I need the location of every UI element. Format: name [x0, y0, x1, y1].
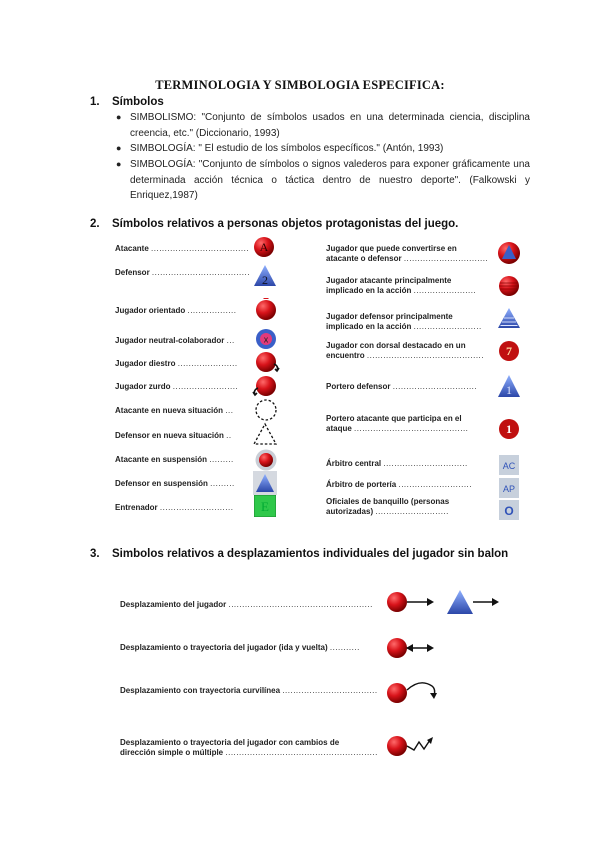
section-2-heading	[90, 218, 458, 230]
section-title: Símbolos	[112, 96, 164, 108]
bullet-item: ● SIMBOLISMO: "Conjunto de símbolos usados en una determinada ciencia, disciplina creencia, etc." (Diccionario, 1993)	[116, 112, 530, 139]
bullet-dot-icon: ●	[116, 159, 122, 169]
symbol-label: Defensor en nueva situación ..	[115, 431, 232, 440]
symbol-label: Jugador diestro ......................	[115, 359, 238, 368]
goal-referee-icon	[499, 478, 519, 498]
highlighted-player-icon	[498, 340, 520, 362]
main-defender-icon	[497, 306, 521, 330]
bullet-item: ● SIMBOLOGÍA: " El estudio de los símbolos específicos." (Antón, 1993)	[130, 141, 530, 157]
player-movement-arrow-icon	[386, 589, 506, 615]
neutral-player-icon	[254, 327, 278, 351]
svg-text:2: 2	[262, 273, 268, 287]
symbol-label: Árbitro de portería ...........................	[326, 480, 472, 489]
round-trip-movement-icon	[386, 635, 446, 661]
movement-label: Desplazamiento o trayectoria del jugador (ida y vuelta) ...........	[120, 643, 360, 652]
symbol-label: Jugador orientado ..................	[115, 306, 237, 315]
section-1-heading	[90, 96, 164, 108]
central-referee-icon	[499, 455, 519, 475]
attacker-icon	[253, 236, 275, 258]
goalkeeper-attacker-icon	[498, 418, 520, 440]
symbol-label: Defensor ....................................	[115, 268, 250, 277]
section-number: 2.	[90, 218, 100, 230]
symbol-label: Atacante en nueva situación ...	[115, 406, 234, 415]
symbol-label: Jugador que puede convertirse en atacante o defensor ...............................	[326, 244, 489, 263]
symbol-label: Entrenador ...........................	[115, 503, 234, 512]
svg-text:AC: AC	[502, 461, 516, 471]
defender-triangle-icon	[253, 263, 277, 287]
symbol-label: Jugador defensor principalmente implicado en la acción .........................	[326, 312, 482, 331]
symbol-label: Defensor en suspensión .........	[115, 479, 235, 488]
attacker-new-situation-icon	[254, 398, 278, 422]
svg-text:A: A	[259, 240, 269, 254]
defender-suspension-icon	[253, 471, 277, 495]
svg-text:7: 7	[506, 344, 512, 358]
svg-text:1: 1	[506, 383, 512, 397]
left-handed-player-icon	[248, 374, 280, 398]
right-handed-player-icon	[254, 350, 284, 374]
symbol-label: Portero atacante que participa en el ataque ..........................................	[326, 414, 469, 433]
symbol-label: Jugador neutral-colaborador ...	[115, 336, 235, 345]
svg-text:O: O	[504, 504, 514, 518]
oriented-player-icon	[254, 298, 278, 322]
section-number: 3.	[90, 548, 100, 560]
coach-icon	[254, 495, 276, 517]
svg-text:AP: AP	[502, 484, 516, 494]
svg-text:E: E	[261, 499, 269, 514]
section-title: Símbolos relativos a personas objetos protagonistas del juego.	[112, 218, 459, 230]
symbol-label: Jugador con dorsal destacado en un encuentro ...........................................	[326, 341, 484, 360]
symbol-label: Árbitro central ...............................	[326, 459, 468, 468]
bench-officials-icon	[499, 500, 519, 520]
curved-movement-icon	[386, 676, 446, 706]
symbol-label: Portero defensor ...............................	[326, 382, 478, 391]
section-3-heading	[90, 548, 508, 560]
svg-text:x: x	[263, 334, 269, 345]
symbol-label: Atacante ....................................	[115, 244, 250, 253]
main-attacker-icon	[497, 274, 521, 298]
section-number: 1.	[90, 96, 100, 108]
attacker-suspension-icon	[254, 448, 278, 472]
bullet-dot-icon: ●	[116, 112, 122, 122]
symbol-label: Jugador zurdo ........................	[115, 382, 239, 391]
section-title: Simbolos relativos a desplazamientos individuales del jugador sin balon	[112, 548, 509, 560]
symbol-label: Oficiales de banquillo (personas autorizadas) ...........................	[326, 497, 450, 516]
svg-text:1: 1	[506, 422, 512, 436]
movement-label: Desplazamiento con trayectoria curvilínea ...................................	[120, 686, 378, 695]
bullet-item: ● SIMBOLOGÍA: "Conjunto de símbolos o signos valederos para exponer gráficamente una determinada acción técnica o táctica dentro de nuestro deporte". (Falkowski y Enriquez,1987)	[116, 159, 530, 201]
goalkeeper-defender-icon	[497, 374, 521, 398]
page-title: TERMINOLOGIA Y SIMBOLOGIA ESPECIFICA:	[155, 78, 445, 92]
zigzag-movement-icon	[386, 731, 446, 761]
defender-new-situation-icon	[253, 422, 277, 446]
attacker-or-defender-icon	[497, 241, 521, 265]
bullet-dot-icon: ●	[116, 143, 122, 153]
symbol-label: Jugador atacante principalmente implicado en la acción .......................	[326, 276, 477, 295]
movement-label: Desplazamiento del jugador .....................................................	[120, 600, 373, 609]
movement-label: Desplazamiento o trayectoria del jugador con cambios de dirección simple o múltiple ........................................................	[120, 738, 378, 757]
symbol-label: Atacante en suspensión .........	[115, 455, 234, 464]
